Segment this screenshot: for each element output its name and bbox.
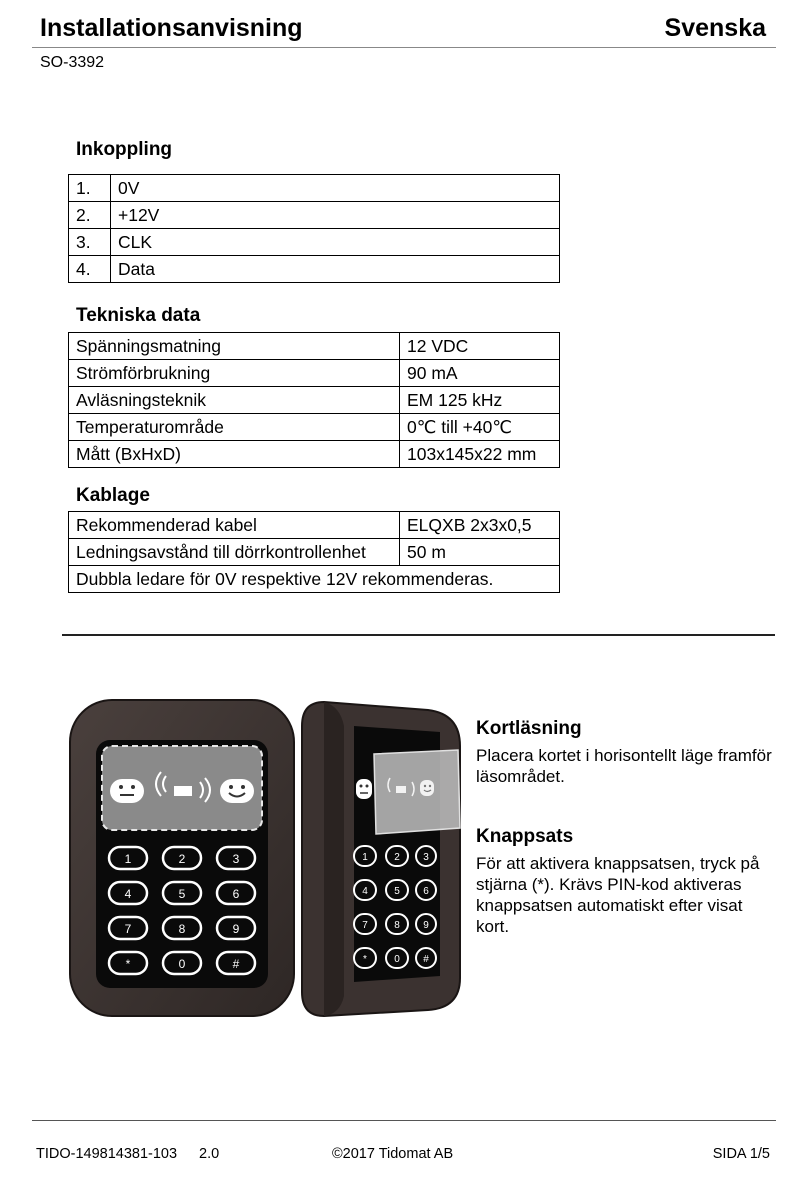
footer-doc-id: TIDO-149814381-103 — [36, 1146, 178, 1162]
table-row — [69, 333, 560, 360]
kablage-table — [68, 511, 560, 593]
footer-copyright: ©2017 Tidomat AB — [332, 1146, 454, 1162]
spec-key: Avläsningsteknik — [69, 387, 400, 414]
spec-value: 90 mA — [400, 360, 560, 387]
section-divider — [62, 634, 775, 636]
cable-value: ELQXB 2x3x0,5 — [400, 512, 560, 539]
cable-key: Rekommenderad kabel — [69, 512, 400, 539]
table-row — [69, 387, 560, 414]
table-row — [69, 539, 560, 566]
key-label: 8 — [178, 922, 186, 936]
key-label: 5 — [178, 887, 186, 901]
neutral-face-icon — [356, 779, 372, 799]
header-divider — [32, 47, 776, 48]
key-label: 1 — [124, 852, 132, 866]
table-row — [69, 202, 560, 229]
pin-number: 4. — [69, 256, 111, 283]
knappsats-text: För att aktivera knappsatsen, tryck på stjärna (*). Krävs PIN-kod aktiveras knappsatsen automatiskt efter visat kort. — [476, 854, 760, 936]
table-row — [69, 256, 560, 283]
spec-value: 0℃ till +40℃ — [400, 414, 560, 441]
key-label: # — [423, 954, 429, 965]
table-row — [69, 229, 560, 256]
key-label: 2 — [178, 852, 186, 866]
inkoppling-table — [68, 174, 560, 283]
pin-number: 2. — [69, 202, 111, 229]
tekniska-heading: Tekniska data — [76, 305, 201, 326]
key-label: 6 — [232, 887, 240, 901]
keypad-reader-front-illustration — [68, 698, 296, 1018]
footer-divider — [32, 1120, 776, 1121]
spec-value: 12 VDC — [400, 333, 560, 360]
pin-number: 3. — [69, 229, 111, 256]
spec-key: Strömförbrukning — [69, 360, 400, 387]
pin-label: +12V — [111, 202, 560, 229]
neutral-face-icon — [110, 779, 144, 803]
key-label: 3 — [232, 852, 240, 866]
document-title: Installationsanvisning — [40, 14, 303, 42]
smile-face-icon — [420, 780, 434, 796]
table-row — [69, 175, 560, 202]
key-label: 9 — [232, 922, 240, 936]
key-label: 0 — [178, 957, 186, 971]
table-row — [69, 414, 560, 441]
spec-value: 103x145x22 mm — [400, 441, 560, 468]
doc-code: SO-3392 — [40, 54, 105, 71]
tekniska-table — [68, 332, 560, 468]
spec-key: Spänningsmatning — [69, 333, 400, 360]
table-row — [69, 512, 560, 539]
table-row — [69, 566, 560, 593]
spec-key: Temperaturområde — [69, 414, 400, 441]
kortlasning-heading: Kortläsning — [476, 718, 582, 739]
key-label: * — [125, 957, 131, 971]
pin-number: 1. — [69, 175, 111, 202]
cable-key: Ledningsavstånd till dörrkontrollenhet — [69, 539, 400, 566]
pin-label: 0V — [111, 175, 560, 202]
key-label: 8 — [394, 920, 400, 931]
cable-note: Dubbla ledare för 0V respektive 12V rekommenderas. — [69, 566, 560, 593]
key-label: 5 — [394, 886, 400, 897]
kortlasning-text: Placera kortet i horisontellt läge framför läsområdet. — [476, 746, 772, 786]
table-row — [69, 360, 560, 387]
footer-page-number: SIDA 1/5 — [712, 1146, 770, 1162]
key-label: 2 — [394, 852, 400, 863]
keypad-reader-angled-illustration — [300, 696, 462, 1020]
key-label: 7 — [124, 922, 132, 936]
key-label: * — [363, 954, 367, 965]
key-label: 6 — [423, 886, 429, 897]
key-label: 4 — [124, 887, 132, 901]
rfid-card-illustration — [374, 750, 460, 834]
spec-key: Mått (BxHxD) — [69, 441, 400, 468]
pin-label: CLK — [111, 229, 560, 256]
key-label: 3 — [423, 852, 429, 863]
key-label: 4 — [362, 886, 368, 897]
key-label: # — [232, 957, 240, 971]
smile-face-icon — [220, 779, 254, 803]
knappsats-heading: Knappsats — [476, 826, 574, 847]
kablage-heading: Kablage — [76, 485, 150, 506]
key-label: 1 — [362, 852, 368, 863]
pin-label: Data — [111, 256, 560, 283]
table-row — [69, 441, 560, 468]
inkoppling-heading: Inkoppling — [76, 139, 173, 160]
key-label: 0 — [394, 954, 400, 965]
language-label: Svenska — [664, 14, 766, 42]
footer-version: 2.0 — [199, 1146, 220, 1162]
key-label: 9 — [423, 920, 429, 931]
cable-value: 50 m — [400, 539, 560, 566]
spec-value: EM 125 kHz — [400, 387, 560, 414]
key-label: 7 — [362, 920, 368, 931]
